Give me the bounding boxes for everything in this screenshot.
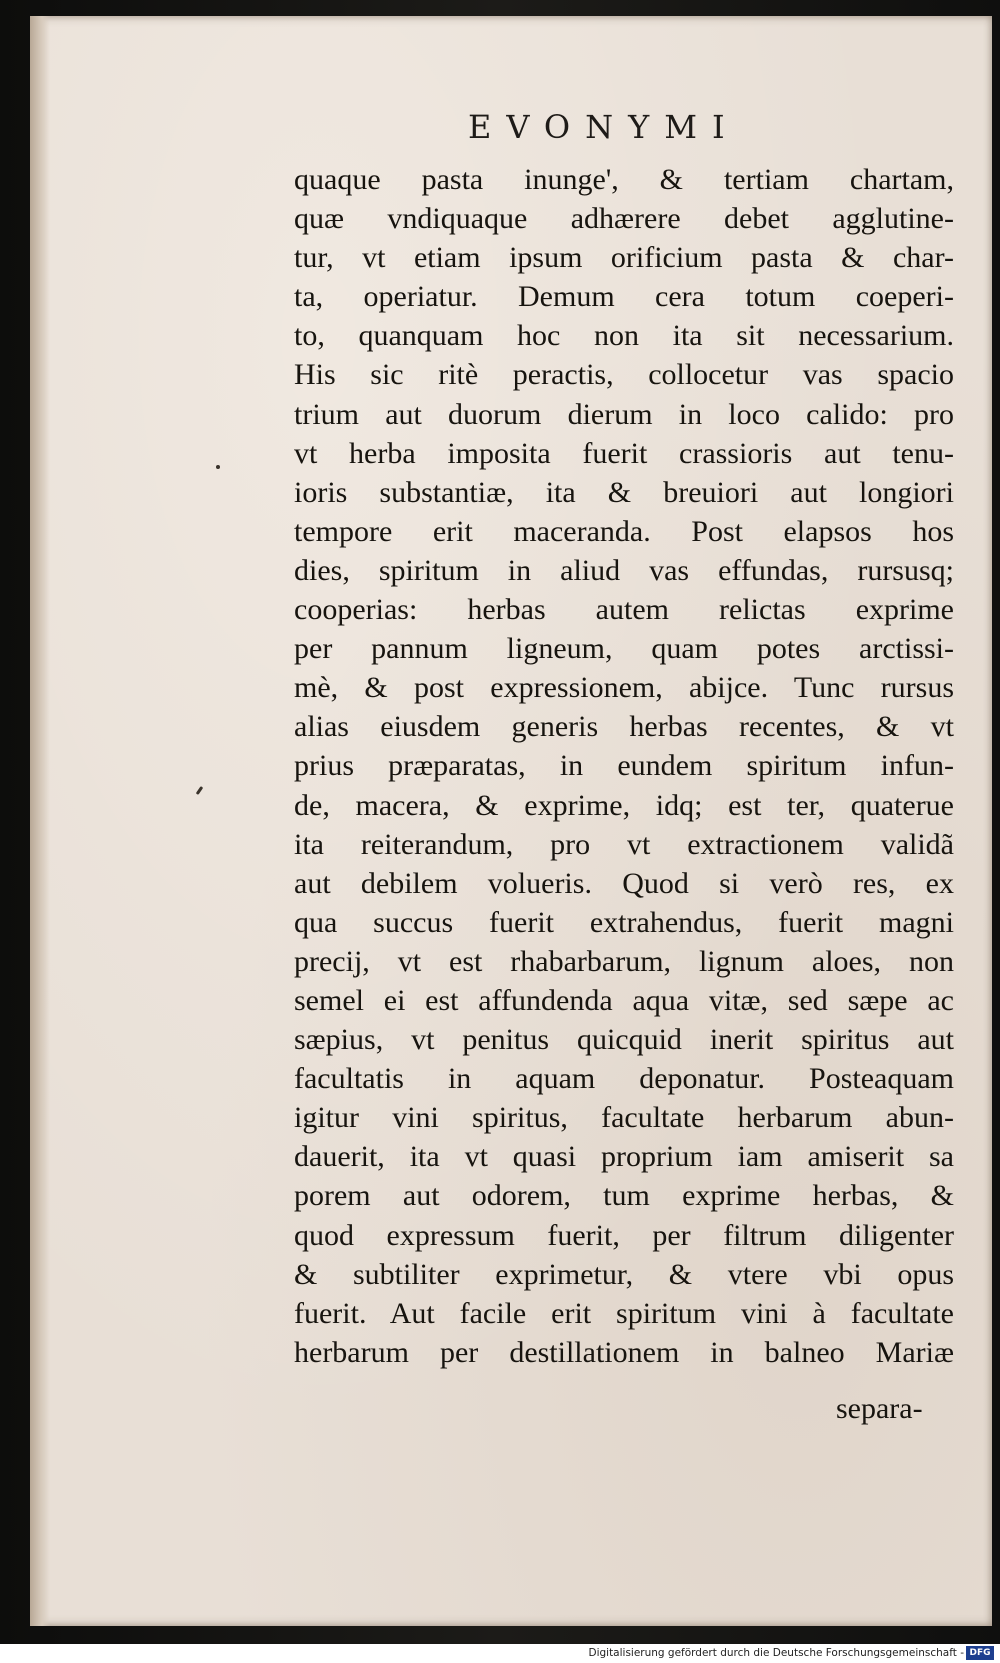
text-line: to, quanquam hoc non ita sit necessarium. (294, 319, 954, 353)
text-line: tempore erit maceranda. Post elapsos hos (294, 514, 954, 548)
text-line: ioris substantiæ, ita & breuiori aut longiori (294, 475, 954, 509)
text-line: ta, operiatur. Demum cera totum coeperi- (294, 280, 954, 314)
ink-speck (216, 465, 220, 469)
page-gutter-edge (30, 16, 50, 1626)
catchword: separa- (836, 1392, 923, 1425)
text-line: porem aut odorem, tum exprime herbas, & (294, 1179, 954, 1213)
text-line: prius præparatas, in eundem spiritum infun- (294, 749, 954, 783)
text-line: & subtiliter exprimetur, & vtere vbi opus (294, 1257, 954, 1291)
text-line: cooperias: herbas autem relictas exprime (294, 593, 954, 627)
text-line: tur, vt etiam ipsum orificium pasta & char- (294, 241, 954, 275)
text-line: aut debilem volueris. Quod si verò res, ex (294, 866, 954, 900)
text-line: precij, vt est rhabarbarum, lignum aloes, non (294, 944, 954, 978)
text-line: vt herba imposita fuerit crassioris aut tenu- (294, 436, 954, 470)
text-line: qua succus fuerit extrahendus, fuerit magni (294, 905, 954, 939)
text-line: dauerit, ita vt quasi proprium iam amiserit sa (294, 1140, 954, 1174)
running-head: EVONYMI (468, 108, 740, 146)
text-line: mè, & post expressionem, abijce. Tunc rursus (294, 671, 954, 705)
dfg-logo: DFG (966, 1646, 994, 1660)
text-line: igitur vini spiritus, facultate herbarum abun- (294, 1101, 954, 1135)
digitization-credit: Digitalisierung gefördert durch die Deutsche Forschungsgemeinschaft - (588, 1647, 964, 1659)
text-line: herbarum per destillationem in balneo Mariæ (294, 1335, 954, 1369)
text-line: sæpius, vt penitus quicquid inerit spiritus aut (294, 1023, 954, 1057)
text-line: His sic ritè peractis, collocetur vas spacio (294, 358, 954, 392)
text-line: quod expressum fuerit, per filtrum diligenter (294, 1218, 954, 1252)
text-line: trium aut duorum dierum in loco calido: pro (294, 397, 954, 431)
text-line: de, macera, & exprime, idq; est ter, quaterue (294, 788, 954, 822)
text-line: ita reiterandum, pro vt extractionem validã (294, 827, 954, 861)
text-line: fuerit. Aut facile erit spiritum vini à facultate (294, 1296, 954, 1330)
text-line: facultatis in aquam deponatur. Posteaquam (294, 1062, 954, 1096)
text-line: alias eiusdem generis herbas recentes, & vt (294, 710, 954, 744)
body-text (294, 160, 954, 1372)
text-line: dies, spiritum in aliud vas effundas, rursusq; (294, 553, 954, 587)
text-line: quæ vndiquaque adhærere debet agglutine- (294, 202, 954, 236)
text-line: per pannum ligneum, quam potes arctissi- (294, 632, 954, 666)
text-line: quaque pasta inunge', & tertiam chartam, (294, 163, 954, 196)
text-line: semel ei est affundenda aqua vitæ, sed sæpe ac (294, 983, 954, 1017)
